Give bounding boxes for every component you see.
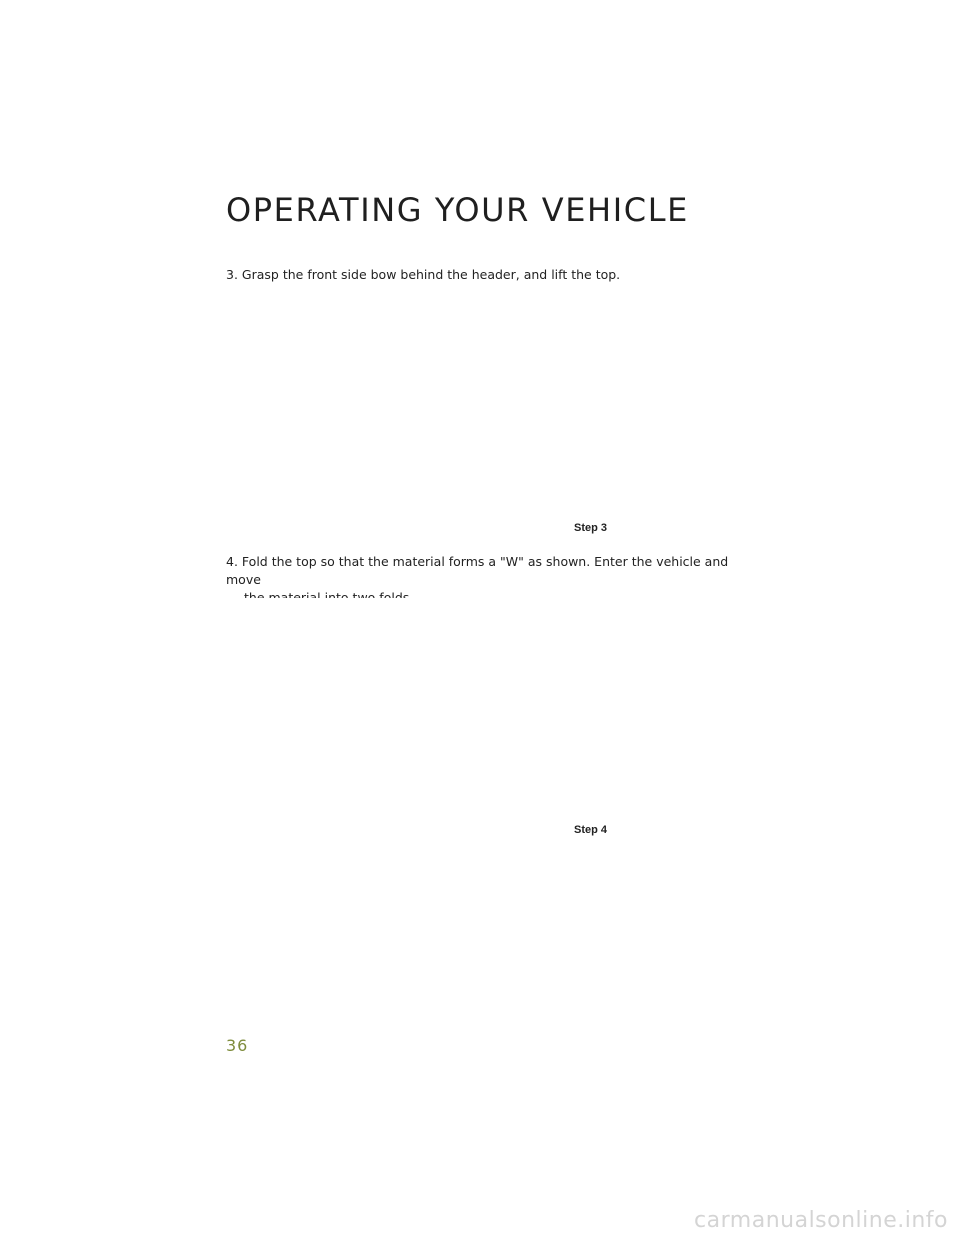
step-4-figure [226, 598, 726, 842]
step-3-figure [226, 292, 726, 540]
section-title: OPERATING YOUR VEHICLE [226, 191, 689, 229]
step-text: Grasp the front side bow behind the header, and lift the top. [241, 267, 621, 282]
step-number: 4. [226, 554, 238, 569]
page-number: 36 [226, 1036, 249, 1055]
step-text-line-1: Fold the top so that the material forms a "W" as shown. Enter the vehicle and move [226, 554, 729, 587]
watermark-text: carmanualsonline.info [694, 1208, 948, 1233]
step-number: 3. [226, 267, 238, 282]
step-3-instruction [226, 266, 726, 284]
figure-caption: Step 3 [574, 522, 608, 534]
figure-caption: Step 4 [574, 824, 608, 836]
